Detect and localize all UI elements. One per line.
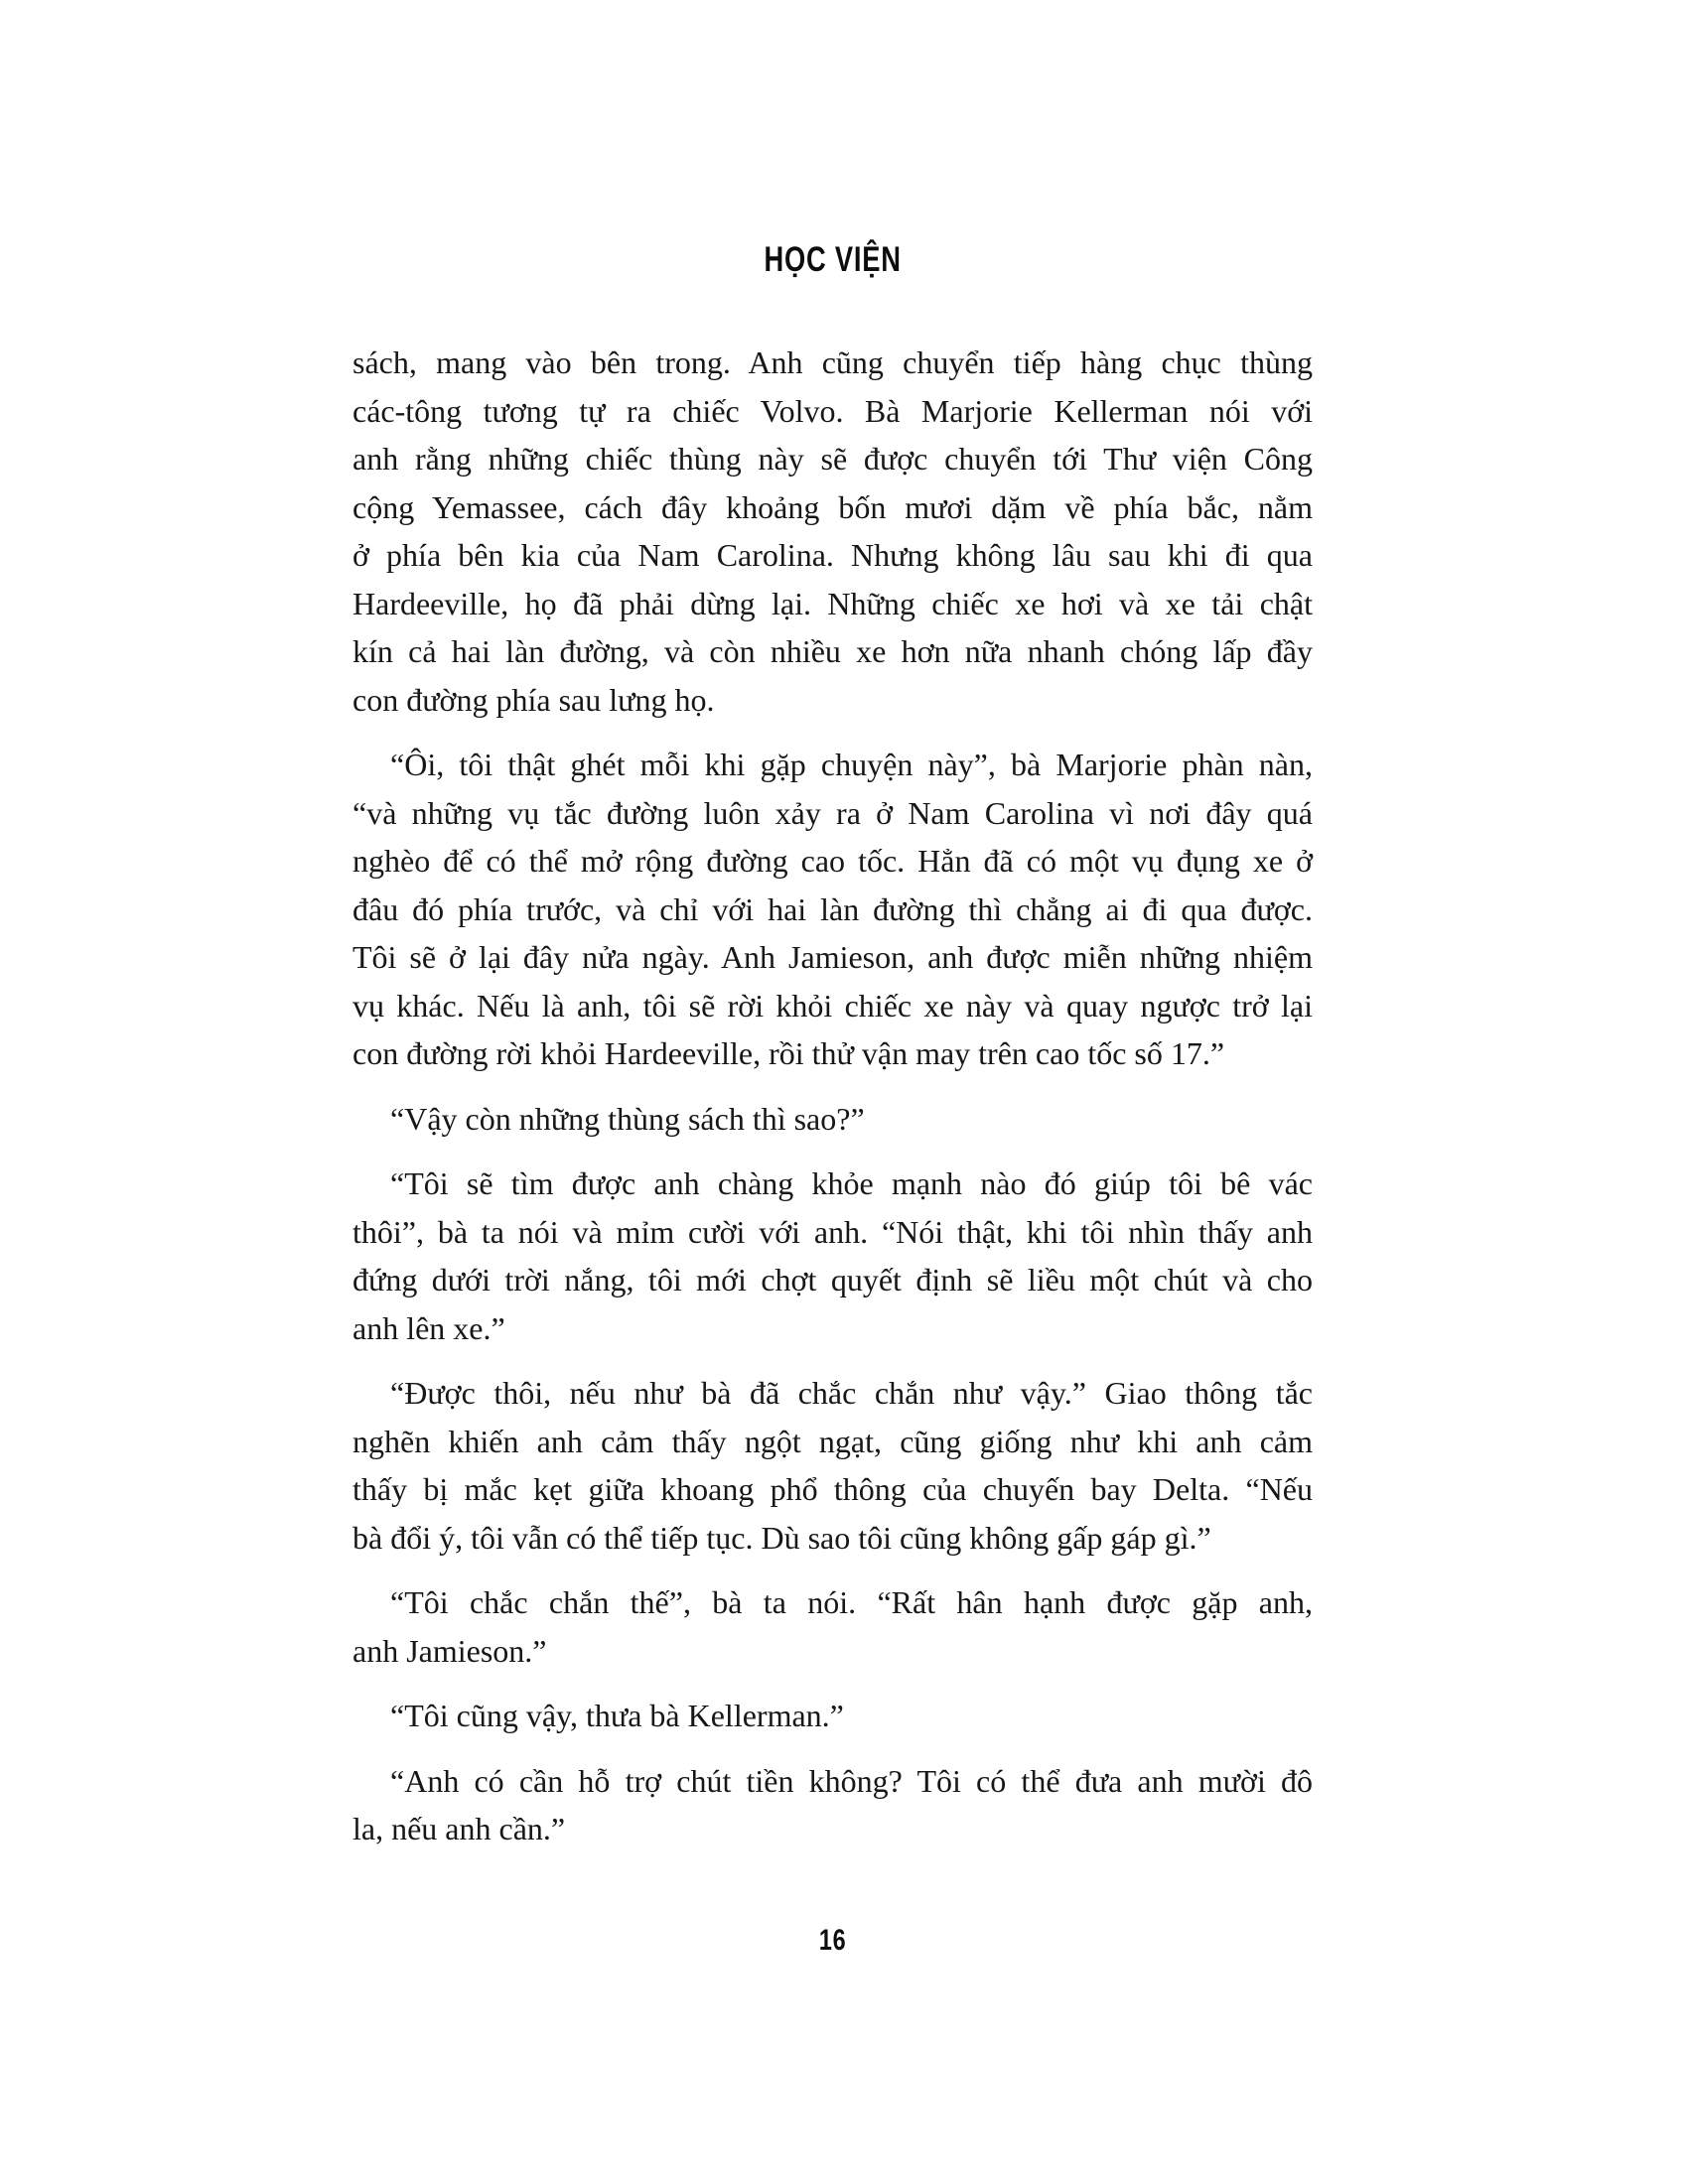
paragraph bbox=[352, 1692, 1313, 1740]
paragraph bbox=[352, 339, 1313, 724]
text-line: ở phía bên kia của Nam Carolina. Nhưng không lâu sau khi đi qua bbox=[352, 537, 1313, 573]
text-line: “Ôi, tôi thật ghét mỗi khi gặp chuyện này”, bà Marjorie phàn nàn, bbox=[390, 747, 1313, 782]
text-line: con đường rời khỏi Hardeeville, rồi thử vận may trên cao tốc số 17.” bbox=[352, 1035, 1225, 1071]
text-line: “Anh có cần hỗ trợ chút tiền không? Tôi có thể đưa anh mười đô bbox=[390, 1762, 1313, 1799]
running-header-text: HỌC VIỆN bbox=[764, 240, 902, 279]
text-line: bà đổi ý, tôi vẫn có thể tiếp tục. Dù sao tôi cũng không gấp gáp gì.” bbox=[352, 1519, 1211, 1556]
text-line: nghẽn khiến anh cảm thấy ngột ngạt, cũng giống như khi anh cảm bbox=[352, 1423, 1313, 1459]
text-line: anh lên xe.” bbox=[352, 1309, 505, 1346]
text-line: anh rằng những chiếc thùng này sẽ được chuyển tới Thư viện Công bbox=[352, 441, 1313, 477]
text-line: thấy bị mắc kẹt giữa khoang phổ thông của chuyến bay Delta. “Nếu bbox=[352, 1471, 1313, 1507]
paragraph bbox=[352, 1578, 1313, 1675]
text-line: Tôi sẽ ở lại đây nửa ngày. Anh Jamieson, anh được miễn những nhiệm bbox=[352, 939, 1313, 975]
text-line: cộng Yemassee, cách đây khoảng bốn mươi dặm về phía bắc, nằm bbox=[352, 488, 1313, 525]
text-line: “và những vụ tắc đường luôn xảy ra ở Nam Carolina vì nơi đây quá bbox=[352, 794, 1313, 831]
text-line: “Tôi chắc chắn thế”, bà ta nói. “Rất hân hạnh được gặp anh, bbox=[390, 1584, 1313, 1620]
paragraph bbox=[352, 1095, 1313, 1144]
text-line: đứng dưới trời nắng, tôi mới chợt quyết định sẽ liều một chút và cho bbox=[352, 1262, 1313, 1297]
text-line: sách, mang vào bên trong. Anh cũng chuyển tiếp hàng chục thùng bbox=[352, 344, 1313, 380]
text-line: “Được thôi, nếu như bà đã chắc chắn như vậy.” Giao thông tắc bbox=[390, 1375, 1313, 1411]
text-line: nghèo để có thể mở rộng đường cao tốc. Hẳn đã có một vụ đụng xe ở bbox=[352, 843, 1313, 879]
text-line: con đường phía sau lưng họ. bbox=[352, 681, 715, 718]
paragraph bbox=[352, 1160, 1313, 1352]
paragraph bbox=[352, 1757, 1313, 1853]
page-number bbox=[352, 1926, 1313, 1956]
text-line: kín cả hai làn đường, và còn nhiều xe hơn nữa nhanh chóng lấp đầy bbox=[352, 633, 1313, 669]
text-line: “Tôi sẽ tìm được anh chàng khỏe mạnh nào đó giúp tôi bê vác bbox=[390, 1165, 1313, 1201]
body-text bbox=[352, 339, 1313, 1853]
text-line: vụ khác. Nếu là anh, tôi sẽ rời khỏi chiếc xe này và quay ngược trở lại bbox=[352, 987, 1313, 1024]
text-line: “Tôi cũng vậy, thưa bà Kellerman.” bbox=[390, 1698, 844, 1733]
text-line: các-tông tương tự ra chiếc Volvo. Bà Marjorie Kellerman nói với bbox=[352, 392, 1313, 429]
page-number-text: 16 bbox=[818, 1924, 847, 1957]
text-line: thôi”, bà ta nói và mỉm cười với anh. “Nói thật, khi tôi nhìn thấy anh bbox=[352, 1213, 1313, 1250]
text-line: la, nếu anh cần.” bbox=[352, 1811, 566, 1846]
text-line: Hardeeville, họ đã phải dừng lại. Những chiếc xe hơi và xe tải chật bbox=[352, 585, 1313, 621]
text-line: “Vậy còn những thùng sách thì sao?” bbox=[390, 1100, 865, 1137]
text-line: anh Jamieson.” bbox=[352, 1632, 547, 1669]
paragraph bbox=[352, 741, 1313, 1078]
running-header bbox=[352, 242, 1313, 277]
text-line: đâu đó phía trước, và chỉ với hai làn đường thì chẳng ai đi qua được. bbox=[352, 890, 1313, 927]
paragraph bbox=[352, 1369, 1313, 1562]
